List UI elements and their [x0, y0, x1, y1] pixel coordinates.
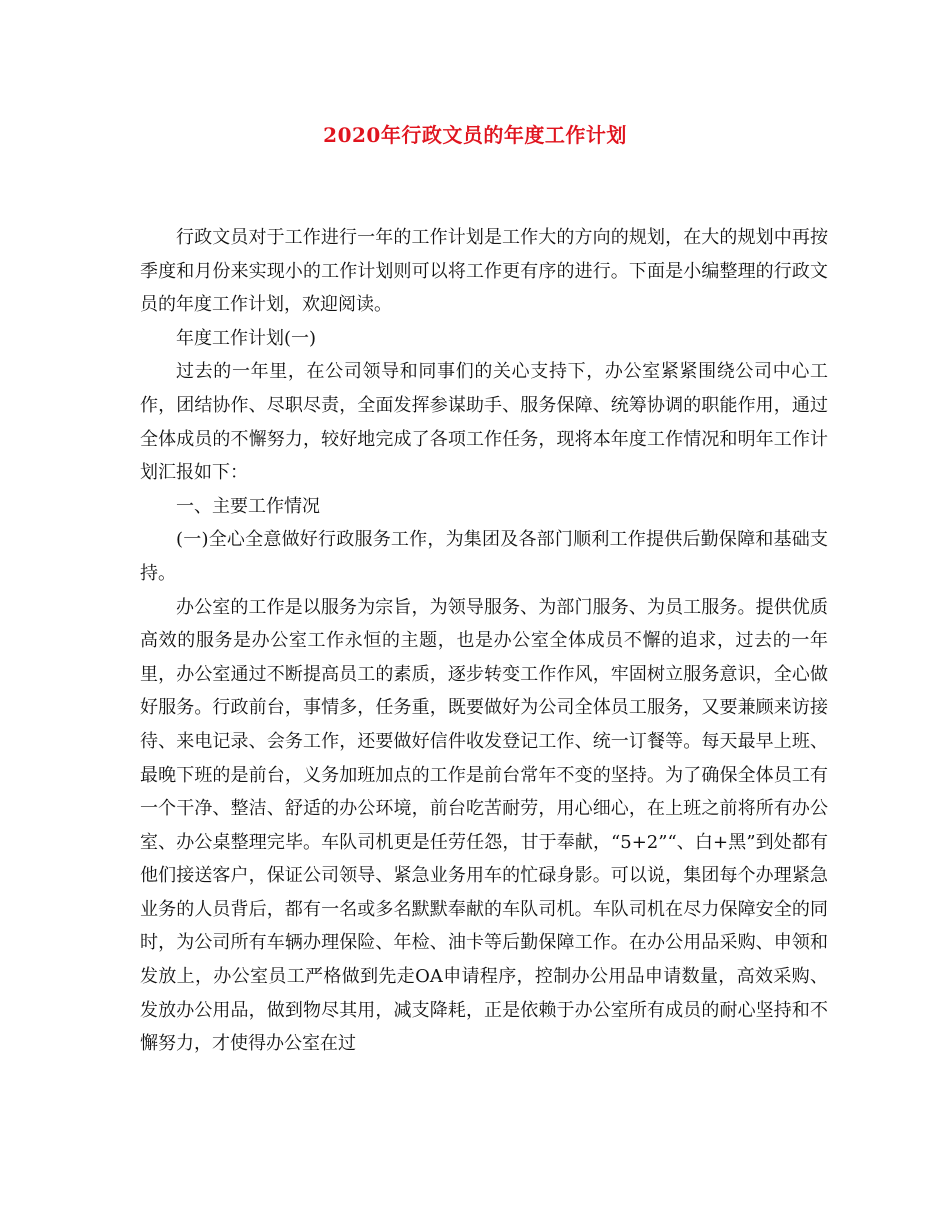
paragraph-service-details: 办公室的工作是以服务为宗旨，为领导服务、为部门服务、为员工服务。提供优质高效的服务是办公室工作永恒的主题，也是办公室全体成员不懈的追求，过去的一年里，办公室通过不断提高员工的素质，逐步转变工作作风，牢固树立服务意识，全心做好服务。行政前台，事情多，任务重，既要做好为公司全体员工服务，又要兼顾来访接待、来电记录、会务工作，还要做好信件收发登记工作、统一订餐等。每天最早上班、最晚下班的是前台，义务加班加点的工作是前台常年不变的坚持。为了确保全体员工有一个干净、整洁、舒适的办公环境，前台吃苦耐劳，用心细心，在上班之前将所有办公室、办公桌整理完毕。车队司机更是任劳任怨，甘于奉献，“5+2”“、白+黑”到处都有他们接送客户，保证公司领导、紧急业务用车的忙碌身影。可以说，集团每个办理紧急业务的人员背后，都有一名或多名默默奉献的车队司机。车队司机在尽力保障安全的同时，为公司所有车辆办理保险、年检、油卡等后勤保障工作。在办公用品采购、申领和发放上，办公室员工严格做到先走OA申请程序，控制办公用品申请数量，高效采购、发放办公用品，做到物尽其用，减支降耗，正是依赖于办公室所有成员的耐心坚持和不懈努力，才使得办公室在过	[140, 596, 828, 1055]
paragraph-section-heading: 一、主要工作情况	[176, 495, 320, 517]
paragraph-plan-heading: 年度工作计划(一)	[176, 327, 317, 349]
paragraph-intro: 行政文员对于工作进行一年的工作计划是工作大的方向的规划，在大的规划中再按季度和月份来实现小的工作计划则可以将工作更有序的进行。下面是小编整理的行政文员的年度工作计划，欢迎阅读。	[140, 227, 828, 316]
paragraph-subsection-heading: (一)全心全意做好行政服务工作，为集团及各部门顺利工作提供后勤保障和基础支持。	[140, 529, 828, 584]
document-body	[140, 221, 828, 1061]
paragraph-summary: 过去的一年里，在公司领导和同事们的关心支持下，办公室紧紧围绕公司中心工作，团结协作、尽职尽责，全面发挥参谋助手、服务保障、统筹协调的职能作用，通过全体成员的不懈努力，较好地完成了各项工作任务，现将本年度工作情况和明年工作计划汇报如下：	[140, 361, 828, 484]
document-title: 2020年行政文员的年度工作计划	[323, 123, 627, 147]
